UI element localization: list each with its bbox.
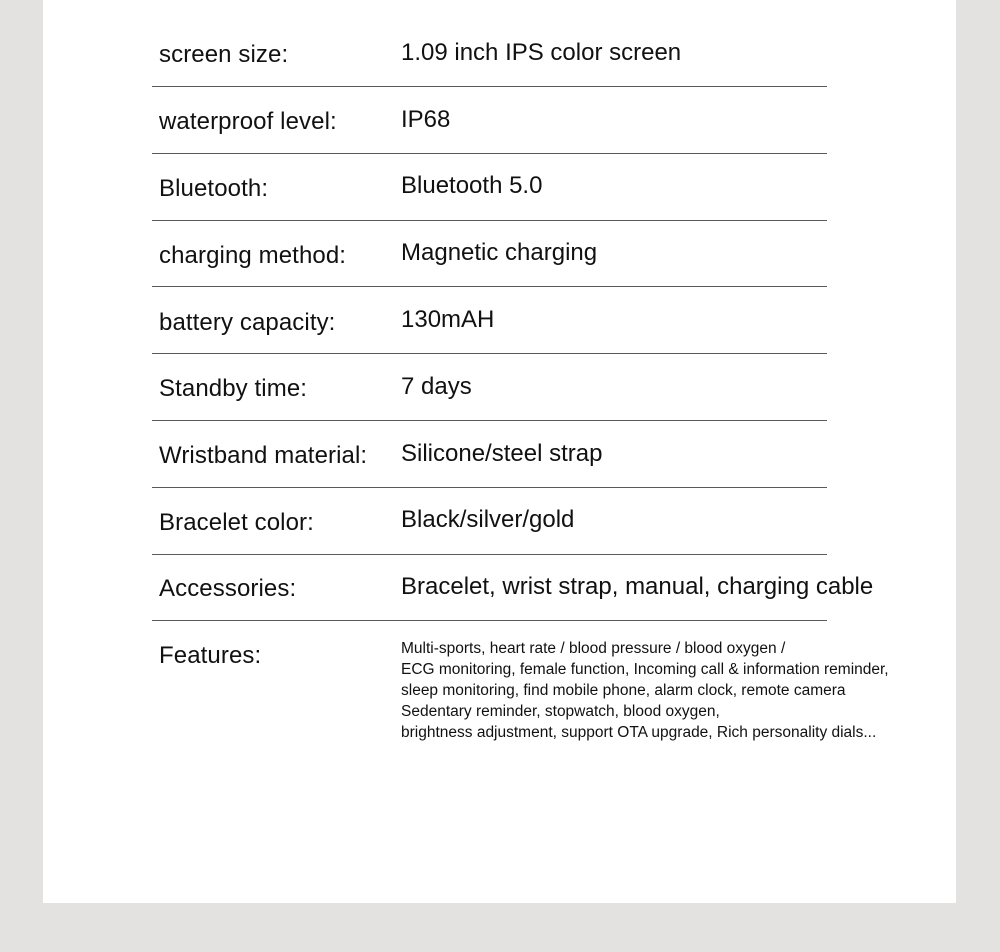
spec-value: Bluetooth 5.0 xyxy=(401,172,543,199)
row-divider xyxy=(152,86,827,87)
row-divider xyxy=(152,487,827,488)
row-divider xyxy=(152,153,827,154)
features-line: Multi-sports, heart rate / blood pressure / blood oxygen / xyxy=(401,640,786,657)
features-label: Features: xyxy=(159,642,262,669)
spec-value: IP68 xyxy=(401,106,451,133)
row-divider xyxy=(152,353,827,354)
spec-label: Standby time: xyxy=(159,375,308,402)
spec-value: 130mAH xyxy=(401,306,495,333)
spec-label: battery capacity: xyxy=(159,309,336,336)
spec-value: Magnetic charging xyxy=(401,239,598,266)
spec-label: Wristband material: xyxy=(159,442,368,469)
spec-value: Black/silver/gold xyxy=(401,506,575,533)
spec-label: screen size: xyxy=(159,41,289,68)
features-line: sleep monitoring, find mobile phone, alarm clock, remote camera xyxy=(401,682,846,699)
row-divider xyxy=(152,220,827,221)
features-list xyxy=(401,638,889,743)
spec-label: Bracelet color: xyxy=(159,509,314,536)
row-divider xyxy=(152,620,827,621)
row-divider xyxy=(152,554,827,555)
features-line: brightness adjustment, support OTA upgrade, Rich personality dials... xyxy=(401,724,877,741)
spec-value: Bracelet, wrist strap, manual, charging cable xyxy=(401,573,874,600)
spec-label: Bluetooth: xyxy=(159,175,269,202)
spec-value: 1.09 inch IPS color screen xyxy=(401,39,682,66)
features-line: ECG monitoring, female function, Incoming call & information reminder, xyxy=(401,661,889,678)
spec-label: charging method: xyxy=(159,242,347,269)
features-line: Sedentary reminder, stopwatch, blood oxygen, xyxy=(401,703,720,720)
row-divider xyxy=(152,420,827,421)
spec-value: Silicone/steel strap xyxy=(401,440,603,467)
spec-value: 7 days xyxy=(401,373,472,400)
spec-label: Accessories: xyxy=(159,575,297,602)
row-divider xyxy=(152,286,827,287)
spec-label: waterproof level: xyxy=(159,108,337,135)
